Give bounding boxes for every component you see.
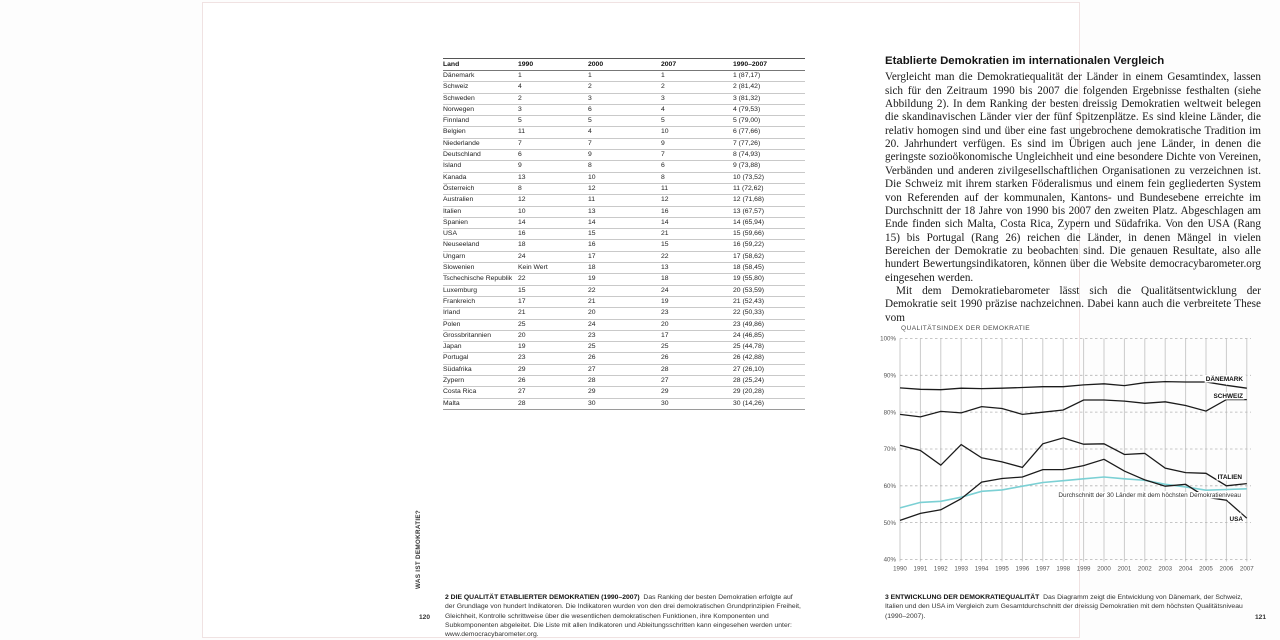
table-cell: 6	[518, 150, 588, 161]
table-cell: 21	[518, 308, 588, 319]
series-line-italien	[900, 438, 1247, 486]
table-cell: Frankreich	[443, 296, 518, 307]
table-column-header: 2007	[661, 59, 733, 71]
table-cell: Italien	[443, 206, 518, 217]
table-row	[443, 274, 805, 285]
table-cell: 13	[588, 206, 661, 217]
table-cell: Costa Rica	[443, 387, 518, 398]
table-cell: 28	[588, 376, 661, 387]
table-cell: 23	[518, 353, 588, 364]
body-text-column	[885, 55, 1261, 325]
ranking-table	[443, 58, 805, 410]
table-cell: 11	[588, 195, 661, 206]
table-cell: 21	[588, 296, 661, 307]
table-row	[443, 93, 805, 104]
table-cell: Niederlande	[443, 138, 518, 149]
table-row	[443, 138, 805, 149]
table-cell: 10	[588, 172, 661, 183]
table-row	[443, 217, 805, 228]
table-cell: 9 (73,88)	[733, 161, 805, 172]
table-cell: 2	[661, 82, 733, 93]
body-paragraph-1: Vergleicht man die Demokratiequalität der Länder in einem Gesamtindex, lassen sich für den Zeitraum 1990 bis 2007 die folgenden Ergebnisse festhalten (siehe Abbildung 2). In dem Ranking der besten dreissig Demokratien weltweit belegen die skandinavischen Länder vier der fünf Spitzenplätze. Es sind kleine Länder, die relativ homogen sind und über eine fast ungebrochene demokratische Tradition im 20. Jahrhundert verfügen. Es sind im Übrigen auch jene Länder, in denen die geringste sozioökonomische Ungleichheit und eine besondere Dichte von Vereinen, Verbänden und anderen zivilgesellschaftlichen Organisationen zu verzeichnen ist. Die Schweiz mit ihrem starken Föderalismus und einem fein gegliederten System von Referenden auf der kommunalen, Kantons- und Bundesebene erreichte im Durchschnitt der 18 Jahre von 1990 bis 2007 den zweiten Platz. Abgeschlagen am Ende finden sich Malta, Costa Rica, Zypern und Südafrika. Von den USA (Rang 15) bis Portugal (Rang 26) reichen die Länder, in denen Mängel in vielen Bereichen der Demokratie zu beobachten sind. Die genauen Resultate, also alle hundert Bewertungsindikatoren, können über die Website democracybarometer.org eingesehen werden.	[885, 71, 1261, 284]
table-cell: 17	[518, 296, 588, 307]
page-number-left: 120	[419, 614, 431, 621]
table-cell: Spanien	[443, 217, 518, 228]
table-cell: 29	[588, 387, 661, 398]
table-cell: 19	[518, 342, 588, 353]
x-axis-tick-label: 1997	[1035, 565, 1050, 573]
table-cell: 18	[518, 240, 588, 251]
table-column-header: 1990	[518, 59, 588, 71]
table-cell: 3	[661, 93, 733, 104]
chart-title: QUALITÄTSINDEX DER DEMOKRATIE	[901, 325, 1031, 332]
table-cell: 20	[661, 319, 733, 330]
table-cell: 24	[661, 285, 733, 296]
table-cell: 16	[661, 206, 733, 217]
table-cell: 5	[661, 116, 733, 127]
x-axis-tick-label: 2007	[1239, 565, 1254, 573]
x-axis-tick-label: 1991	[913, 565, 928, 573]
y-axis-tick-label: 100%	[880, 335, 896, 343]
series-label: DÄNEMARK	[1205, 376, 1243, 383]
table-cell: Grossbritannien	[443, 330, 518, 341]
table-cell: Südafrika	[443, 364, 518, 375]
table-cell: Ungarn	[443, 251, 518, 262]
table-cell: 4	[661, 104, 733, 115]
table-cell: 29 (20,28)	[733, 387, 805, 398]
figure-caption-3	[885, 593, 1257, 621]
table-cell: 7	[518, 138, 588, 149]
table-cell: 22	[518, 274, 588, 285]
table-cell: 25	[588, 342, 661, 353]
page-number-right: 121	[1255, 614, 1267, 621]
y-axis-tick-label: 80%	[883, 409, 896, 417]
table-cell: Polen	[443, 319, 518, 330]
table-row	[443, 150, 805, 161]
table-cell: Schweiz	[443, 82, 518, 93]
table-cell: 13 (67,57)	[733, 206, 805, 217]
table-cell: 5	[588, 116, 661, 127]
table-row	[443, 183, 805, 194]
table-row	[443, 398, 805, 409]
chapter-sidebar-label: WAS IST DEMOKRATIE?	[415, 509, 422, 589]
table-cell: 8	[588, 161, 661, 172]
table-cell: 27	[661, 376, 733, 387]
x-axis-tick-label: 2006	[1219, 565, 1234, 573]
table-cell: Malta	[443, 398, 518, 409]
table-cell: Österreich	[443, 183, 518, 194]
x-axis-tick-label: 2004	[1178, 565, 1193, 573]
x-axis-tick-label: 2000	[1097, 565, 1111, 573]
table-cell: 14	[518, 217, 588, 228]
table-cell: Deutschland	[443, 150, 518, 161]
table-row	[443, 296, 805, 307]
table-row	[443, 127, 805, 138]
table-cell: 12	[588, 183, 661, 194]
table-cell: 1	[518, 72, 522, 79]
table-cell: 14	[661, 217, 733, 228]
series-label: USA	[1229, 516, 1243, 523]
table-cell: 10	[518, 206, 588, 217]
table-cell: Portugal	[443, 353, 518, 364]
table-cell: 24	[588, 319, 661, 330]
table-cell: 7	[661, 150, 733, 161]
table-cell: Luxemburg	[443, 285, 518, 296]
table-row	[443, 376, 805, 387]
table-row	[443, 285, 805, 296]
table-cell: Japan	[443, 342, 518, 353]
x-axis-tick-label: 1999	[1076, 565, 1091, 573]
table-cell: 3 (81,32)	[733, 93, 805, 104]
table-cell: 5 (79,00)	[733, 116, 805, 127]
table-cell: Kein Wert	[518, 263, 588, 274]
table-cell: 19	[588, 274, 661, 285]
table-row	[443, 71, 805, 82]
table-row	[443, 319, 805, 330]
table-row	[443, 161, 805, 172]
y-axis-tick-label: 60%	[883, 483, 896, 491]
x-axis-tick-label: 1995	[995, 565, 1009, 573]
table-cell: 11	[518, 127, 588, 138]
table-cell: Neuseeland	[443, 240, 518, 251]
figure-caption-2	[445, 593, 801, 639]
table-cell: Slowenien	[443, 263, 518, 274]
table-cell: 30 (14,26)	[733, 398, 805, 409]
x-axis-tick-label: 1998	[1056, 565, 1071, 573]
table-cell: 28	[661, 364, 733, 375]
table-cell: 8	[518, 183, 588, 194]
table-cell: 30	[661, 398, 733, 409]
x-axis-tick-label: 1992	[933, 565, 948, 573]
section-heading: Etablierte Demokratien im internationalen Vergleich	[885, 55, 1165, 67]
table-cell: 23	[661, 308, 733, 319]
table-cell: 1	[661, 72, 665, 79]
figure-caption-2-label: 2 DIE QUALITÄT ETABLIERTER DEMOKRATIEN (1990–2007)	[445, 594, 640, 601]
table-cell: 17	[661, 330, 733, 341]
table-row	[443, 82, 805, 93]
x-axis-tick-label: 2001	[1117, 565, 1132, 573]
x-axis-tick-label: 2003	[1158, 565, 1173, 573]
table-cell: 30	[588, 398, 661, 409]
table-cell: 12	[518, 195, 588, 206]
table-cell: 17	[588, 251, 661, 262]
table-cell: 4	[588, 127, 661, 138]
table-cell: Australien	[443, 195, 518, 206]
table-cell: 9	[518, 161, 588, 172]
table-cell: 20 (53,59)	[733, 285, 805, 296]
table-cell: 16	[518, 229, 588, 240]
table-cell: 6 (77,66)	[733, 127, 805, 138]
table-cell: 10 (73,52)	[733, 172, 805, 183]
table-cell: 9	[661, 138, 733, 149]
x-axis-tick-label: 1990	[893, 565, 907, 573]
table-cell: 12	[661, 195, 733, 206]
table-cell: 2	[518, 93, 588, 104]
table-cell: 15	[588, 229, 661, 240]
table-cell: 25	[661, 342, 733, 353]
table-cell: 24	[518, 251, 588, 262]
table-column-header: 1990–2007	[733, 59, 805, 71]
y-axis-tick-label: 70%	[883, 446, 896, 454]
table-cell: 3	[588, 93, 661, 104]
table-cell: 16	[588, 240, 661, 251]
ranking-table-wrap	[443, 58, 805, 410]
table-cell: 13	[661, 263, 733, 274]
table-row	[443, 229, 805, 240]
y-axis-tick-label: 40%	[883, 556, 896, 564]
table-row	[443, 116, 805, 127]
table-cell: 5	[518, 116, 588, 127]
table-row	[443, 240, 805, 251]
table-cell: 25 (44,78)	[733, 342, 805, 353]
table-row	[443, 342, 805, 353]
table-cell: 26	[518, 376, 588, 387]
table-row	[443, 353, 805, 364]
table-row	[443, 364, 805, 375]
table-cell: 4 (79,53)	[733, 104, 805, 115]
table-cell: Norwegen	[443, 104, 518, 115]
table-cell: Dänemark	[443, 72, 475, 79]
table-cell: 18	[661, 274, 733, 285]
table-cell: 24 (46,85)	[733, 330, 805, 341]
table-cell: 19	[661, 296, 733, 307]
table-cell: 15	[661, 240, 733, 251]
table-cell: 23	[588, 330, 661, 341]
table-row	[443, 195, 805, 206]
table-cell: Irland	[443, 308, 518, 319]
table-cell: Tschechische Republik	[443, 274, 518, 285]
table-header-row	[443, 59, 805, 71]
table-cell: 13	[518, 172, 588, 183]
table-cell: 6	[661, 161, 733, 172]
table-cell: 14 (65,94)	[733, 217, 805, 228]
table-cell: 23 (49,86)	[733, 319, 805, 330]
table-cell: 4	[518, 82, 588, 93]
table-cell: 22	[661, 251, 733, 262]
y-axis-tick-label: 50%	[883, 519, 896, 527]
table-cell: 11	[661, 183, 733, 194]
table-cell: 29	[661, 387, 733, 398]
series-line-schweiz	[900, 400, 1247, 417]
table-cell: 10	[661, 127, 733, 138]
table-cell: 3	[518, 104, 588, 115]
table-row	[443, 104, 805, 115]
series-label: SCHWEIZ	[1213, 393, 1243, 400]
table-cell: USA	[443, 229, 518, 240]
table-cell: 26	[661, 353, 733, 364]
table-cell: 21	[661, 229, 733, 240]
series-label: Durchschnitt der 30 Länder mit dem höchsten Demokratieniveau	[1058, 492, 1241, 499]
table-cell: 14	[588, 217, 661, 228]
table-cell: Schweden	[443, 93, 518, 104]
table-cell: 27	[518, 387, 588, 398]
table-cell: 27 (26,10)	[733, 364, 805, 375]
figure-caption-3-label: 3 ENTWICKLUNG DER DEMOKRATIEQUALITÄT	[885, 594, 1040, 601]
table-cell: 18	[588, 263, 661, 274]
table-cell: 20	[588, 308, 661, 319]
table-cell: 15	[518, 285, 588, 296]
table-cell: 9	[588, 150, 661, 161]
y-axis-tick-label: 90%	[883, 372, 896, 380]
table-cell: 2 (81,42)	[733, 82, 805, 93]
table-cell: Finnland	[443, 116, 518, 127]
table-cell: 2	[588, 82, 661, 93]
table-row	[443, 172, 805, 183]
table-cell: 17 (58,62)	[733, 251, 805, 262]
x-axis-tick-label: 1994	[974, 565, 989, 573]
table-cell: 19 (55,80)	[733, 274, 805, 285]
figure-caption-2-text: Das Ranking der besten Demokratien erfolgte auf der Grundlage von hundert Indikatoren. Die Indikatoren wurden von den drei demokratischen Grundprinzipien Freiheit, Gleichheit, Kontrolle schrittweise über die wesentlichen demokratischen Funktionen, ihre Komponenten und Subkomponenten abgeleitet. Die Liste mit allen Indikatoren und Ableitungsschritten kann eingesehen werden unter: www.democracybarometer.org.	[445, 594, 801, 639]
table-cell: 21 (52,43)	[733, 296, 805, 307]
table-cell: 16 (59,22)	[733, 240, 805, 251]
table-cell: 28	[518, 398, 588, 409]
body-paragraph-2: Mit dem Demokratiebarometer lässt sich die Qualitätsentwicklung der Demokratie seit 1990 präzise nachzeichnen. Dabei kann auch die verbreitete These vom	[885, 284, 1261, 324]
table-cell: 22 (50,33)	[733, 308, 805, 319]
table-cell: 7	[588, 138, 661, 149]
table-cell: Island	[443, 161, 518, 172]
x-axis-tick-label: 1993	[954, 565, 969, 573]
table-cell: 15 (59,66)	[733, 229, 805, 240]
table-cell: 22	[588, 285, 661, 296]
table-row	[443, 308, 805, 319]
x-axis-tick-label: 1996	[1015, 565, 1030, 573]
table-cell: 1 (87,17)	[733, 72, 761, 79]
table-cell: 20	[518, 330, 588, 341]
table-cell: 6	[588, 104, 661, 115]
table-cell: 7 (77,26)	[733, 138, 805, 149]
table-column-header: Land	[443, 59, 518, 71]
table-row	[443, 263, 805, 274]
book-spread	[202, 2, 1267, 639]
table-row	[443, 206, 805, 217]
table-cell: 12 (71,68)	[733, 195, 805, 206]
table-cell: 18 (58,45)	[733, 263, 805, 274]
table-cell: 25	[518, 319, 588, 330]
table-cell: 8 (74,93)	[733, 150, 805, 161]
table-row	[443, 251, 805, 262]
series-line-dänemark	[900, 382, 1247, 390]
table-cell: 26 (42,88)	[733, 353, 805, 364]
figure-caption-3-text: Das Diagramm zeigt die Entwicklung von Dänemark, der Schweiz, Italien und den USA im Vergleich zum Gesamtdurchschnitt der dreissig Demokratien mit dem höchsten Qualitätsniveau (1990–2007).	[885, 594, 1243, 620]
series-line-usa	[900, 459, 1247, 520]
table-cell: 1	[588, 72, 592, 79]
table-cell: 28 (25,24)	[733, 376, 805, 387]
x-axis-tick-label: 2002	[1137, 565, 1152, 573]
series-label: ITALIEN	[1217, 474, 1242, 481]
table-row	[443, 387, 805, 398]
table-cell: 26	[588, 353, 661, 364]
x-axis-tick-label: 2005	[1199, 565, 1213, 573]
democracy-quality-line-chart	[863, 318, 1280, 590]
table-cell: Zypern	[443, 376, 518, 387]
table-column-header: 2000	[588, 59, 661, 71]
table-cell: 29	[518, 364, 588, 375]
table-row	[443, 330, 805, 341]
table-cell: 11 (72,62)	[733, 183, 805, 194]
table-cell: 8	[661, 172, 733, 183]
table-cell: Kanada	[443, 172, 518, 183]
table-cell: 27	[588, 364, 661, 375]
table-cell: Belgien	[443, 127, 518, 138]
